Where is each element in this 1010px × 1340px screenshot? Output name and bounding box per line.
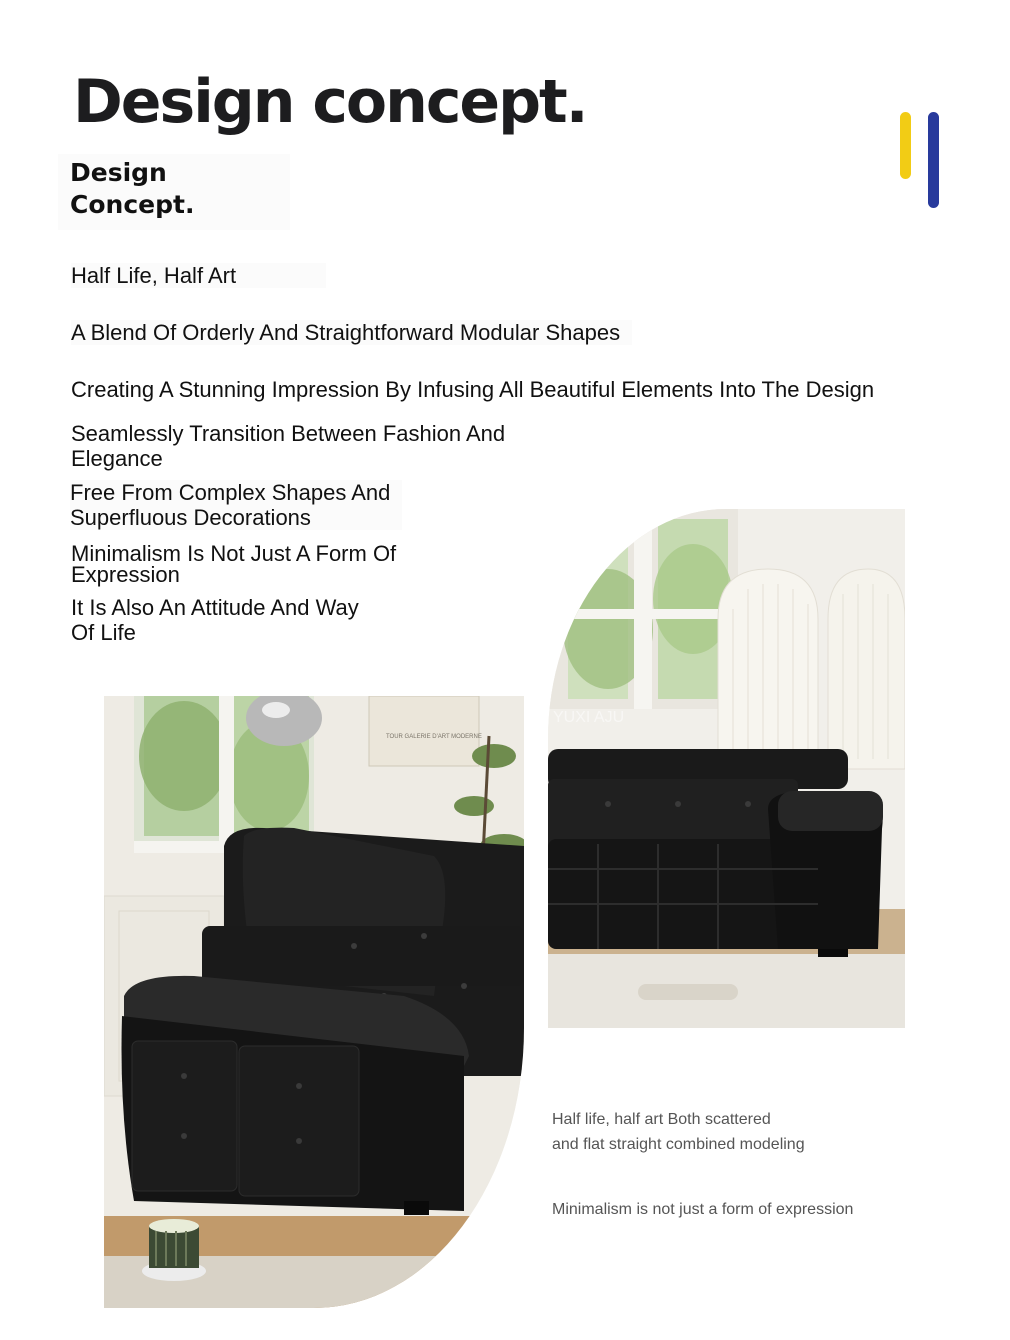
blue-accent-bar [928,112,939,208]
page-title: Design concept. [73,67,587,137]
caption-1-line-2: and flat straight combined modeling [552,1136,805,1153]
caption-1 [552,1107,805,1157]
feature-line-5b: Superfluous Decorations [70,505,311,530]
caption-1-line-1: Half life, half art Both scattered [552,1111,771,1128]
subtitle-line-1: Design [70,158,167,187]
sofa-photo-right [548,509,905,1028]
watermark-text: YUXI AJU [553,709,625,726]
feature-line-6b: Expression [71,562,180,587]
feature-line-5a: Free From Complex Shapes And [70,480,391,505]
caption-2: Minimalism is not just a form of expression [552,1201,854,1218]
subtitle-line-2: Concept. [70,190,195,219]
feature-line-4b: Elegance [71,446,163,471]
feature-line-4a: Seamlessly Transition Between Fashion And [71,421,506,446]
feature-line-7a: It Is Also An Attitude And Way [71,595,359,620]
feature-line-7b: Of Life [71,620,136,645]
yellow-accent-bar [900,112,911,179]
feature-line-1: Half Life, Half Art [71,263,326,288]
feature-line-6a: Minimalism Is Not Just A Form Of [71,541,397,566]
feature-line-4 [71,421,505,471]
feature-line-3: Creating A Stunning Impression By Infusing All Beautiful Elements Into The Design [71,377,875,402]
feature-line-6 [71,543,396,585]
poster-text: TOUR GALERIE D'ART MODERNE [386,734,482,740]
section-subtitle [58,154,290,230]
feature-line-5 [70,480,402,530]
feature-line-7 [71,595,359,645]
feature-line-2: A Blend Of Orderly And Straightforward Modular Shapes [71,320,632,345]
sofa-photo-left [104,696,524,1308]
